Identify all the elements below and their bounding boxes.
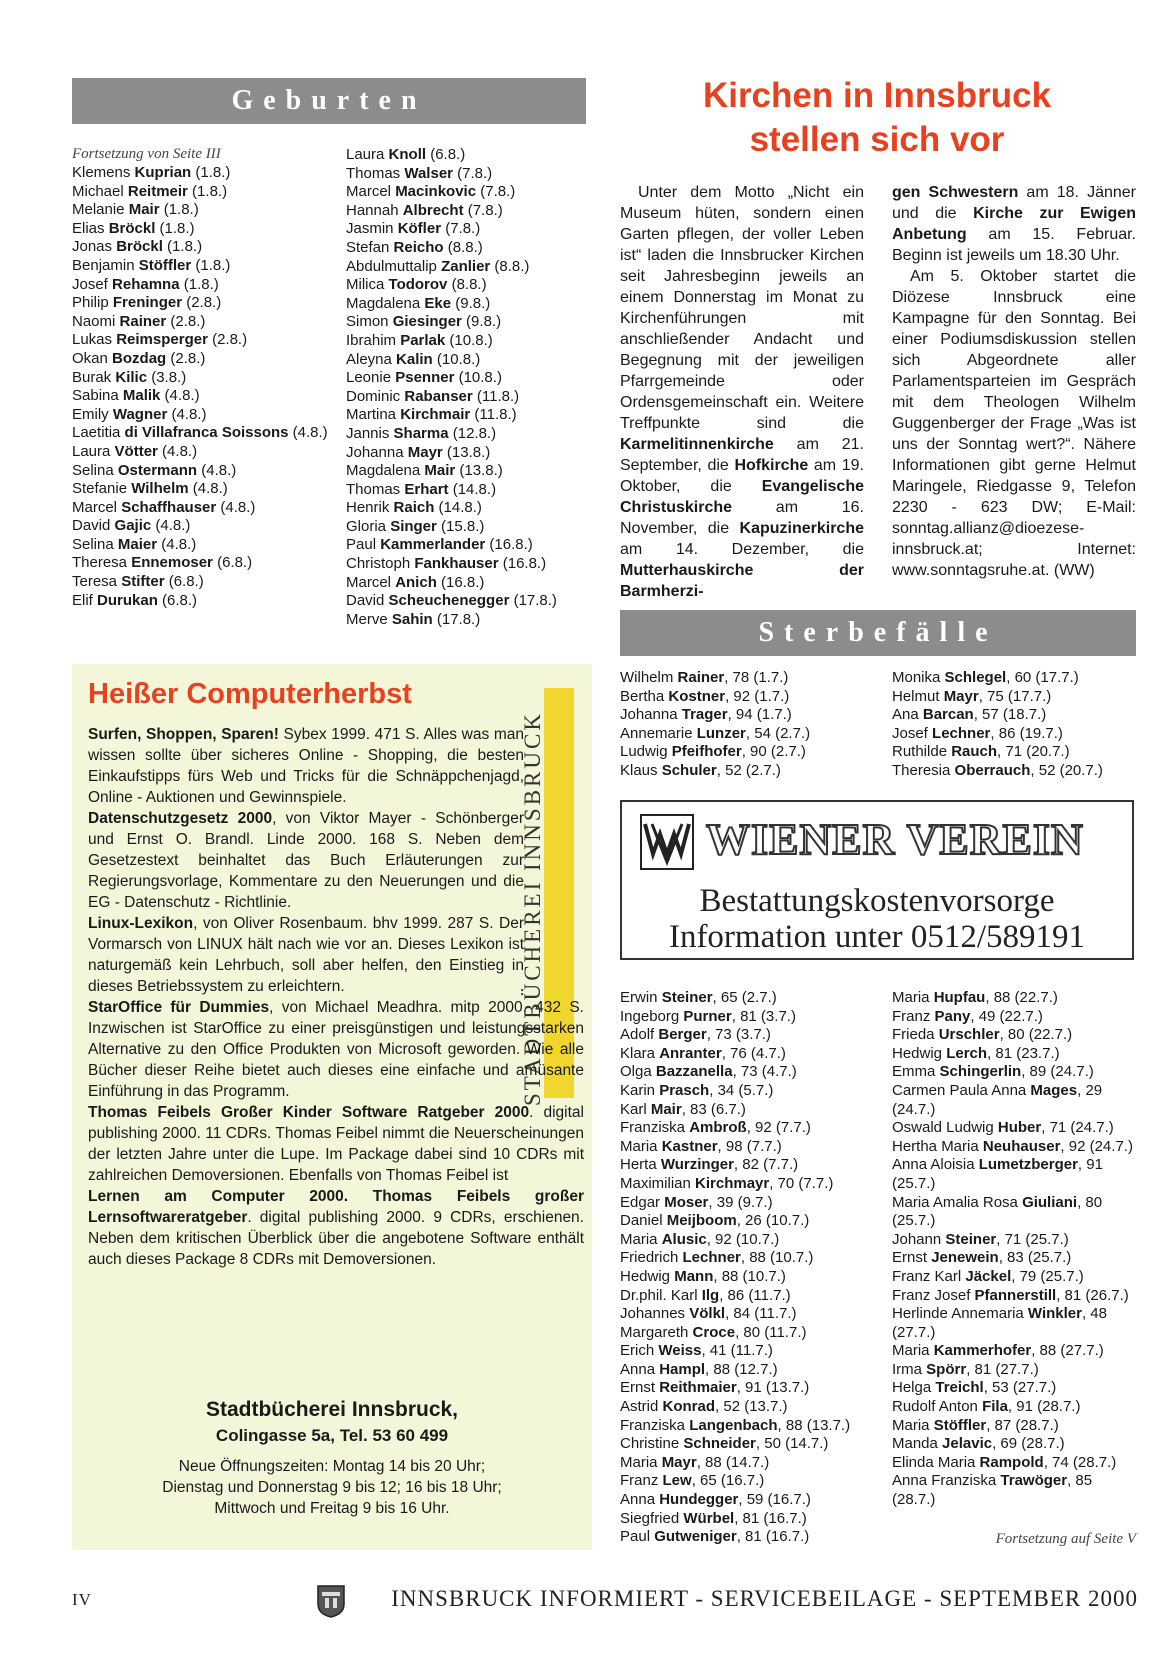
surname: Kammerhofer (933, 1342, 1032, 1360)
surname: Scheuchenegger (388, 592, 510, 610)
list-item: Jonas Bröckl (1.8.) (72, 238, 203, 256)
list-item: Anna Aloisia Lumetzberger, 91 (25.7.) (892, 1156, 1103, 1192)
surname: Knoll (388, 146, 427, 163)
list-item: Marcel Anich (16.8.) (346, 573, 485, 591)
list-item: Hertha Maria Neuhauser, 92 (24.7.) (892, 1137, 1133, 1155)
surname: Anich (395, 573, 437, 591)
list-item: Paul Gutweniger, 81 (16.7.) (620, 1528, 810, 1546)
surname: Schneider (683, 1435, 756, 1453)
list-item: Laura Vötter (4.8.) (72, 442, 198, 460)
surname: Rehamna (112, 275, 180, 293)
churches-title (612, 74, 1142, 162)
surname: Albrecht (402, 201, 464, 219)
deaths-list-bottom-col2 (892, 989, 1138, 1510)
surname: Bazzanella (655, 1063, 733, 1081)
surname: Fankhauser (414, 555, 499, 573)
list-item: Melanie Mair (1.8.) (72, 201, 199, 219)
list-item: Michael Reitmeir (1.8.) (72, 182, 228, 200)
list-item: Christine Schneider, 50 (14.7.) (620, 1435, 829, 1453)
bold-run: Linux-Lexikon (88, 915, 194, 932)
surname: Völkl (689, 1305, 726, 1323)
surname: Wurzinger (660, 1156, 734, 1174)
list-item: Ernst Jenewein, 83 (25.7.) (892, 1249, 1072, 1267)
list-item: Franz Karl Jäckel, 79 (25.7.) (892, 1267, 1084, 1285)
list-item: Paul Kammerlander (16.8.) (346, 536, 533, 554)
surname: Fila (982, 1398, 1008, 1416)
surname: Gutweniger (654, 1528, 737, 1546)
list-item: Johanna Mayr (13.8.) (346, 443, 491, 461)
deaths-header: Sterbefälle (620, 610, 1136, 656)
surname: Zanlier (441, 257, 491, 275)
list-item: Ernst Reithmaier, 91 (13.7.) (620, 1379, 810, 1397)
surname: Neuhauser (982, 1137, 1061, 1155)
list-item: Wilhelm Rainer, 78 (1.7.) (620, 669, 789, 686)
surname: Sharma (393, 424, 449, 442)
list-item: Thomas Erhart (14.8.) (346, 480, 497, 498)
list-item: Stefan Reicho (8.8.) (346, 238, 483, 256)
list-item: David Scheuchenegger (17.8.) (346, 592, 557, 610)
list-item: Karin Prasch, 34 (5.7.) (620, 1081, 774, 1099)
births-list-col1 (72, 164, 330, 610)
list-item: Bertha Kostner, 92 (1.7.) (620, 687, 790, 705)
list-item: Maria Amalia Rosa Giuliani, 80 (25.7.) (892, 1193, 1103, 1230)
list-item: Anna Hampl, 88 (12.7.) (620, 1360, 778, 1378)
surname: Stöffler (138, 256, 192, 274)
library-name: Stadtbücherei Innsbruck, (205, 1398, 459, 1421)
list-item: Jannis Sharma (12.8.) (346, 424, 497, 442)
surname: Singer (390, 517, 437, 535)
surname: Vötter (114, 442, 158, 460)
list-item: Klemens Kuprian (1.8.) (72, 164, 231, 181)
surname: Würbel (683, 1509, 735, 1527)
surname: Bröckl (108, 219, 156, 237)
surname: Anranter (659, 1044, 722, 1062)
bold-run: Karmelitinnenkirche (620, 436, 774, 453)
list-item: Manda Jelavic, 69 (28.7.) (892, 1435, 1065, 1453)
list-item: Edgar Moser, 39 (9.7.) (620, 1193, 773, 1211)
surname: Alusic (661, 1230, 707, 1248)
list-item: Aleyna Kalin (10.8.) (346, 350, 481, 368)
list-item: Emily Wagner (4.8.) (72, 405, 207, 423)
bold-run: gen Schwestern (892, 184, 1019, 201)
list-item: Dominic Rabanser (11.8.) (346, 387, 520, 405)
list-item: Klaus Schuler, 52 (2.7.) (620, 761, 781, 779)
surname: Parlak (400, 331, 446, 349)
list-item: Stefanie Wilhelm (4.8.) (72, 480, 228, 498)
surname: Kalin (396, 350, 433, 368)
list-item: Thomas Walser (7.8.) (346, 164, 493, 182)
list-item: Hedwig Mann, 88 (10.7.) (620, 1267, 786, 1285)
surname: Prasch (659, 1081, 710, 1099)
list-item: Margareth Croce, 80 (11.7.) (620, 1323, 807, 1341)
surname: Schlegel (944, 669, 1007, 686)
surname: Giesinger (392, 313, 462, 331)
list-item: Milica Todorov (8.8.) (346, 276, 487, 294)
list-item: Marcel Schaffhauser (4.8.) (72, 498, 256, 516)
surname: Lerch (946, 1044, 988, 1062)
list-item: Carmen Paula Anna Mages, 29 (24.7.) (892, 1081, 1103, 1118)
churches-col1 (620, 182, 864, 602)
surname: Schuler (661, 761, 717, 779)
surname: Wilhelm (131, 480, 189, 498)
surname: Jenewein (931, 1249, 999, 1267)
list-item: Karl Mair, 83 (6.7.) (620, 1100, 746, 1118)
surname: Steiner (661, 989, 713, 1006)
list-item: Magdalena Mair (13.8.) (346, 462, 503, 480)
list-item: Josef Rehamna (1.8.) (72, 275, 219, 293)
surname: Reicho (393, 238, 444, 256)
births-header: Geburten (72, 78, 586, 124)
list-item: Martina Kirchmair (11.8.) (346, 406, 517, 424)
surname: Reitmeir (127, 182, 188, 200)
computer-title: Heißer Computerherbst (88, 678, 412, 710)
births-list-col2 (346, 146, 586, 629)
list-item: Jasmin Köfler (7.8.) (346, 220, 481, 238)
churches-paragraph-2: gen Schwestern am 18. Jänner und die Kirche zur Ewigen Anbetung am 15. Februar. Beginn ist jeweils um 18.30 Uhr. (892, 184, 1136, 264)
churches-paragraph-3: Am 5. Oktober startet die Diözese Innsbruck eine Kampagne für den Sonntag. Bei einer Podiumsdiskussion stellen sich Abgeordnete aller Parlamentsparteien im Gespräch mit dem Theologen Wilhelm Guggenberger der Frage „Was ist uns der Sonntag wert?“. Nähere Informationen gibt gerne Helmut Maringele, Riedgasse 9, Telefon 2230 - 623 DW; E-Mail: sonntag.allianz@dioezese-innsbruck.at; Internet: www.sonntagsruhe.at. (WW) (892, 268, 1136, 579)
bold-run: Surfen, Shoppen, Sparen! (88, 726, 279, 743)
bold-run: Mutterhauskirche der Barmherzi- (620, 562, 864, 600)
list-item: Philip Freninger (2.8.) (72, 294, 222, 312)
surname: Mann (674, 1267, 714, 1285)
surname: Hupfau (933, 989, 986, 1006)
surname: Rainer (119, 312, 167, 330)
list-item: Teresa Stifter (6.8.) (72, 573, 204, 591)
surname: Konrad (662, 1398, 716, 1416)
surname: Kilic (115, 368, 148, 386)
surname: Mages (1030, 1081, 1078, 1099)
surname: Macinkovic (395, 183, 477, 201)
births-continued-note: Fortsetzung von Seite III (72, 146, 221, 162)
surname: Lew (662, 1472, 692, 1490)
list-item: Herta Wurzinger, 82 (7.7.) (620, 1156, 799, 1174)
surname: Mayr (407, 443, 443, 461)
list-item: Helmut Mayr, 75 (17.7.) (892, 687, 1052, 705)
wiener-verein-logo-icon (640, 814, 694, 870)
list-item: Okan Bozdag (2.8.) (72, 349, 206, 367)
surname: Kammerlander (380, 536, 486, 554)
surname: Ennemoser (131, 554, 213, 572)
surname: Croce (692, 1323, 736, 1341)
surname: Pfannerstill (974, 1286, 1057, 1304)
list-item: Olga Bazzanella, 73 (4.7.) (620, 1063, 797, 1081)
churches-title-line1: Kirchen in Innsbruck (702, 76, 1052, 115)
list-item: Astrid Konrad, 52 (13.7.) (620, 1398, 788, 1416)
surname: Kirchmair (400, 406, 471, 424)
surname: Mair (424, 462, 456, 480)
list-item: Johanna Trager, 94 (1.7.) (620, 706, 792, 724)
list-item: Emma Schingerlin, 89 (24.7.) (892, 1063, 1094, 1081)
surname: Lunzer (696, 724, 746, 742)
surname: Schingerlin (939, 1063, 1022, 1081)
list-item: Henrik Raich (14.8.) (346, 499, 482, 517)
surname: Psenner (395, 369, 455, 387)
library-hours-2: Dienstag und Donnerstag 9 bis 12; 16 bis 18 Uhr; (162, 1479, 502, 1496)
surname: Kastner (661, 1137, 718, 1155)
surname: Rainer (677, 669, 725, 686)
list-item: Maria Kammerhofer, 88 (27.7.) (892, 1342, 1104, 1360)
surname: Bozdag (112, 349, 167, 367)
surname: Trawöger (1000, 1472, 1068, 1490)
list-item: Franziska Ambroß, 92 (7.7.) (620, 1119, 811, 1137)
list-item: Selina Maier (4.8.) (72, 535, 197, 553)
surname: Lechner (932, 724, 991, 742)
surname: Raich (393, 499, 435, 517)
surname: Meijboom (666, 1212, 737, 1230)
list-item: Maria Alusic, 92 (10.7.) (620, 1230, 780, 1248)
list-item: Naomi Rainer (2.8.) (72, 312, 206, 330)
bold-run: StarOffice für Dummies (88, 999, 270, 1016)
list-item: Abdulmuttalip Zanlier (8.8.) (346, 257, 530, 275)
surname: Todorov (388, 276, 448, 294)
list-item: Maria Mayr, 88 (14.7.) (620, 1453, 770, 1471)
surname: Wagner (112, 405, 168, 423)
surname: Schaffhauser (121, 498, 217, 516)
list-item: Franz Pany, 49 (22.7.) (892, 1007, 1043, 1025)
list-item: Merve Sahin (17.8.) (346, 610, 481, 628)
list-item: Hedwig Lerch, 81 (23.7.) (892, 1044, 1060, 1062)
surname: Jelavic (942, 1435, 993, 1453)
bold-run: Kapuzinerkirche (739, 520, 864, 537)
surname: Mayr (943, 687, 979, 705)
list-item: Ibrahim Parlak (10.8.) (346, 331, 493, 349)
surname: Maier (117, 535, 158, 553)
list-item: Erwin Steiner, 65 (2.7.) (620, 989, 777, 1006)
list-item: Laetitia di Villafranca Soissons (4.8.) (72, 424, 328, 442)
list-item: Josef Lechner, 86 (19.7.) (892, 724, 1063, 742)
footer-title: INNSBRUCK INFORMIERT - SERVICEBEILAGE - SEPTEMBER 2000 (391, 1586, 1138, 1611)
list-item: Ludwig Pfeifhofer, 90 (2.7.) (620, 743, 806, 761)
surname: Lumetzberger (978, 1156, 1078, 1174)
list-item: Sabina Malik (4.8.) (72, 387, 200, 405)
list-item: Anna Hundegger, 59 (16.7.) (620, 1491, 811, 1509)
wiener-verein-ad (620, 800, 1134, 960)
bold-run: Thomas Feibels Großer Kinder Software Ratgeber 2000 (88, 1104, 530, 1121)
list-item: Friedrich Lechner, 88 (10.7.) (620, 1249, 814, 1267)
bold-run: Datenschutzgesetz 2000 (88, 810, 273, 827)
list-item: Monika Schlegel, 60 (17.7.) (892, 669, 1079, 686)
surname: Reimsperger (116, 331, 208, 349)
library-info (72, 1396, 592, 1519)
list-item: Theresa Ennemoser (6.8.) (72, 554, 253, 572)
surname: Purner (683, 1007, 732, 1025)
list-item: Irma Spörr, 81 (27.7.) (892, 1360, 1039, 1378)
wiener-verein-line1: Bestattungskostenvorsorge (699, 883, 1055, 919)
list-item: Elif Durukan (6.8.) (72, 591, 198, 609)
surname: Spörr (926, 1360, 967, 1378)
list-item: Elias Bröckl (1.8.) (72, 219, 195, 237)
surname: Stifter (121, 573, 165, 591)
library-address: Colingasse 5a, Tel. 53 60 499 (215, 1426, 449, 1445)
deaths-list-top-col2 (892, 669, 1136, 781)
list-item: David Gajic (4.8.) (72, 517, 191, 535)
list-item: Erich Weiss, 41 (11.7.) (620, 1342, 773, 1360)
list-item: Laura Knoll (6.8.) (346, 146, 466, 163)
surname: Barcan (922, 706, 974, 724)
surname: Mayr (661, 1453, 697, 1471)
surname: Hampl (659, 1360, 706, 1378)
book-entry: Linux-Lexikon, von Oliver Rosenbaum. bhv 1999. 287 S. Der Vormarsch von LINUX hält nach wie vor an. Dieses Lexikon ist naturgemäß kein Lehrbuch, soll aber helfen, den Einstieg in dieses Betriebssystem zu erleichtern. (88, 915, 524, 995)
list-item: Marcel Macinkovic (7.8.) (346, 183, 516, 201)
surname: Pany (934, 1007, 971, 1025)
book-entry: StarOffice für Dummies, von Michael Meadhra. mitp 2000, 432 S. Inzwischen ist StarOffice zu einer preisgünstigen und leistungsstarken Alternative zu den Office Produkten von Microsoft geworden. Wie alle Bücher dieser Reihe bietet auch dieses eine einfache und amüsante Einführung in das Programm. (88, 999, 584, 1100)
book-entry: Thomas Feibels Großer Kinder Software Ratgeber 2000. digital publishing 2000. 11 CDRs. Thomas Feibel nimmt die Neuerscheinungen der letzten Jahre unter die Lupe. Im Package dabei sind 10 CDRs mit zahlreichen Demoversionen. Ebenfalls von Thomas Feibel ist (88, 1104, 584, 1184)
list-item: Rudolf Anton Fila, 91 (28.7.) (892, 1398, 1081, 1416)
stadtbuecherei-vertical-label: STADTBÜCHEREI INNSBRUCK (520, 711, 545, 1107)
surname: Berger (658, 1026, 707, 1044)
list-item: Frieda Urschler, 80 (22.7.) (892, 1026, 1073, 1044)
surname: Walser (404, 164, 453, 182)
surname: di Villafranca Soissons (124, 424, 289, 442)
surname: Stöffler (933, 1416, 987, 1434)
surname: Jäckel (965, 1267, 1012, 1285)
list-item: Klara Anranter, 76 (4.7.) (620, 1044, 786, 1062)
list-item: Oswald Ludwig Huber, 71 (24.7.) (892, 1119, 1114, 1137)
surname: Lechner (682, 1249, 741, 1267)
list-item: Herlinde Annemaria Winkler, 48 (27.7.) (892, 1305, 1107, 1341)
churches-title-line2: stellen sich vor (749, 120, 1005, 159)
surname: Trager (681, 706, 728, 724)
surname: Treichl (935, 1379, 984, 1397)
deaths-list-bottom-col1 (620, 989, 880, 1547)
surname: Bröckl (116, 238, 163, 256)
list-item: Ana Barcan, 57 (18.7.) (892, 706, 1047, 724)
surname: Rauch (951, 743, 998, 761)
surname: Gajic (114, 517, 152, 535)
list-item: Ingeborg Purner, 81 (3.7.) (620, 1007, 796, 1025)
surname: Reithmaier (659, 1379, 737, 1397)
surname: Oberrauch (954, 761, 1031, 779)
list-item: Franz Lew, 65 (16.7.) (620, 1472, 765, 1490)
surname: Köfler (397, 220, 442, 238)
surname: Freninger (112, 294, 183, 312)
list-item: Franz Josef Pfannerstill, 81 (26.7.) (892, 1286, 1129, 1304)
surname: Steiner (945, 1230, 997, 1248)
bold-run: Lernen am Computer 2000. Thomas Feibels großer Lernsoftwareratgeber (88, 1188, 584, 1226)
surname: Malik (122, 387, 161, 405)
churches-col2 (892, 182, 1136, 581)
bold-run: Kirche zur Ewigen Anbetung (892, 205, 1136, 243)
surname: Kuprian (134, 164, 192, 181)
list-item: Siegfried Würbel, 81 (16.7.) (620, 1509, 807, 1527)
library-hours-1: Neue Öffnungszeiten: Montag 14 bis 20 Uhr; (178, 1458, 486, 1475)
computer-box (72, 664, 592, 1550)
surname: Huber (997, 1119, 1042, 1137)
list-item: Dr.phil. Karl Ilg, 86 (11.7.) (620, 1286, 791, 1304)
book-entry: Surfen, Shoppen, Sparen! Sybex 1999. 471 S. Alles was man wissen sollte über sicheres Online - Shopping, die besten Einkaufstipps fürs Web und Tricks für die Schnäppchenjagd, Online - Auktionen und Gewinnspiele. (88, 726, 524, 806)
list-item: Magdalena Eke (9.8.) (346, 294, 491, 312)
list-item: Maria Kastner, 98 (7.7.) (620, 1137, 782, 1155)
list-item: Theresia Oberrauch, 52 (20.7.) (892, 761, 1103, 779)
surname: Urschler (938, 1026, 1000, 1044)
list-item: Anna Franziska Trawöger, 85 (28.7.) (892, 1472, 1093, 1509)
list-item: Gloria Singer (15.8.) (346, 517, 485, 535)
surname: Ostermann (117, 461, 198, 479)
list-item: Lukas Reimsperger (2.8.) (72, 331, 248, 349)
list-item: Selina Ostermann (4.8.) (72, 461, 237, 479)
surname: Pfeifhofer (671, 743, 742, 761)
library-hours-3: Mittwoch und Freitag 9 bis 16 Uhr. (214, 1500, 450, 1517)
surname: Kostner (668, 687, 726, 705)
list-item: Franziska Langenbach, 88 (13.7.) (620, 1416, 851, 1434)
surname: Eke (424, 294, 452, 312)
surname: Sahin (391, 610, 433, 628)
deaths-list-top-col1 (620, 669, 880, 781)
list-item: Ruthilde Rauch, 71 (20.7.) (892, 743, 1070, 761)
innsbruck-crest-icon (316, 1584, 346, 1618)
surname: Durukan (97, 591, 158, 609)
book-entry: Lernen am Computer 2000. Thomas Feibels großer Lernsoftwareratgeber. digital publishing 2000. 9 CDRs, erschienen. Neben dem kritischen Überblick über die angebotene Software enthält auch dieses Package 8 CDRs mit Demoversionen. (88, 1188, 584, 1268)
surname: Rampold (979, 1453, 1044, 1471)
list-item: Johannes Völkl, 84 (11.7.) (620, 1305, 797, 1323)
surname: Ilg (701, 1286, 720, 1304)
list-item: Leonie Psenner (10.8.) (346, 369, 502, 387)
list-item: Burak Kilic (3.8.) (72, 368, 187, 386)
bold-run: Hofkirche (734, 457, 809, 474)
list-item: Christoph Fankhauser (16.8.) (346, 555, 547, 573)
list-item: Johann Steiner, 71 (25.7.) (892, 1230, 1069, 1248)
surname: Moser (664, 1193, 709, 1211)
list-item: Helga Treichl, 53 (27.7.) (892, 1379, 1057, 1397)
deaths-continued-note: Fortsetzung auf Seite V (995, 1531, 1136, 1547)
list-item: Maximilian Kirchmayr, 70 (7.7.) (620, 1174, 834, 1192)
list-item: Annemarie Lunzer, 54 (2.7.) (620, 724, 811, 742)
surname: Rabanser (404, 387, 473, 405)
surname: Kirchmayr (695, 1174, 770, 1192)
surname: Giuliani (1022, 1193, 1078, 1211)
surname: Mair (650, 1100, 682, 1118)
surname: Ambroß (689, 1119, 747, 1137)
bold-run: Evangelische Christuskirche (620, 478, 864, 516)
surname: Weiss (658, 1342, 702, 1360)
surname: Hundegger (659, 1491, 739, 1509)
surname: Langenbach (689, 1416, 778, 1434)
list-item: Benjamin Stöffler (1.8.) (72, 256, 231, 274)
list-item: Elinda Maria Rampold, 74 (28.7.) (892, 1453, 1117, 1471)
wiener-verein-title: WIENER VEREIN (706, 815, 1084, 864)
computer-book-list (88, 724, 584, 1270)
list-item: Hannah Albrecht (7.8.) (346, 201, 503, 219)
page-number: IV (72, 1590, 92, 1609)
surname: Winkler (1027, 1305, 1082, 1323)
list-item: Maria Stöffler, 87 (28.7.) (892, 1416, 1059, 1434)
wiener-verein-line2: Information unter 0512/589191 (668, 919, 1086, 955)
book-entry: Datenschutzgesetz 2000, von Viktor Mayer - Schönberger und Ernst O. Brandl. Linde 2000. 168 S. Neben dem Gesetzestext beinhaltet das Buch Erläuterungen zur Regierungsvorlage, Kommentare zu den Neuerungen und die EG - Datenschutz - Richtlinie. (88, 810, 524, 911)
surname: Mair (128, 201, 160, 219)
surname: Erhart (404, 480, 449, 498)
list-item: Simon Giesinger (9.8.) (346, 313, 502, 331)
list-item: Maria Hupfau, 88 (22.7.) (892, 989, 1058, 1006)
list-item: Daniel Meijboom, 26 (10.7.) (620, 1212, 810, 1230)
churches-paragraph-1: Unter dem Motto „Nicht ein Museum hüten, sondern einen Garten pflegen, der voller Leben ist“ laden die Innsbrucker Kirchen seit Jahresbeginn jeweils an einem Donnerstag im Monat zu Kirchenführungen mit anschließender Andacht und Begegnung mit der jeweiligen Pfarrgemeinde oder Ordensgemeinschaft ein. Weitere Treffpunkte sind die Karmelitinnenkirche am 21. September, die Hofkirche am 19. Oktober, die Evangelische Christuskirche am 16. November, die Kapuzinerkirche am 14. Dezember, die Mutterhauskirche der Barmherzi- (620, 184, 864, 600)
list-item: Adolf Berger, 73 (3.7.) (620, 1026, 771, 1044)
